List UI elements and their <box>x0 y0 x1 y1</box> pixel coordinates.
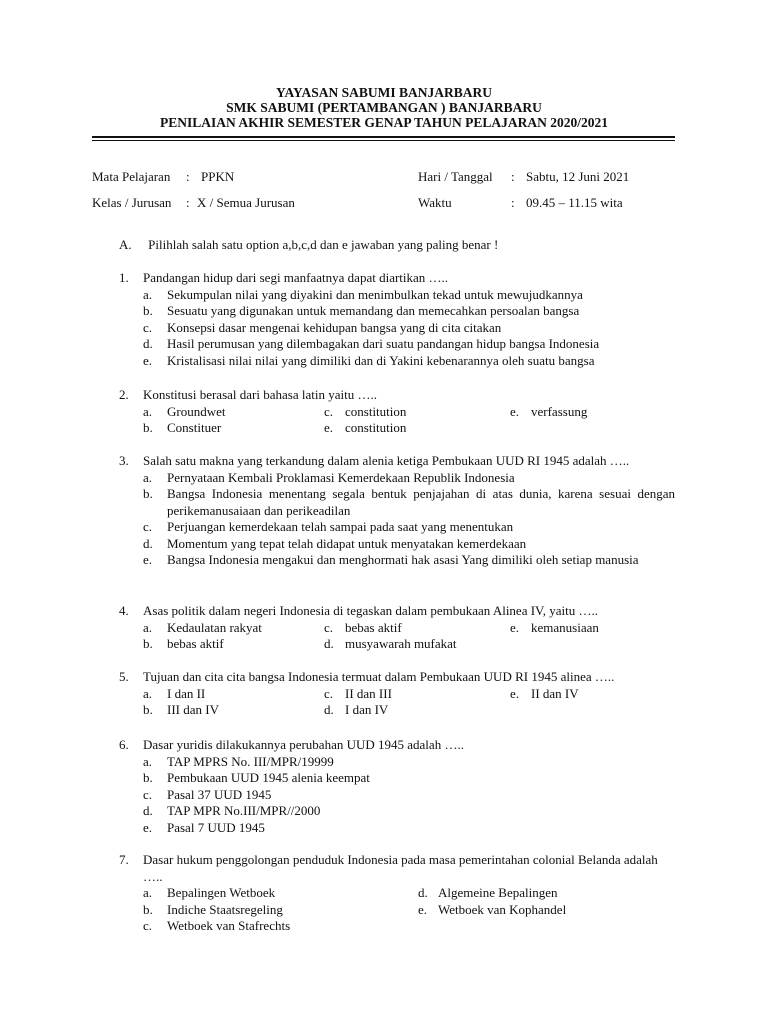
option-b: b. III dan IV <box>143 702 219 717</box>
option-b: b. bebas aktif <box>143 636 224 651</box>
question-text: Konstitusi berasal dari bahasa latin yaitu ….. <box>143 387 377 402</box>
option-e: e. Wetboek van Kophandel <box>418 901 567 917</box>
question-number: 5. <box>119 669 129 684</box>
option-e: e. kemanusiaan <box>510 619 599 635</box>
option-b: b. Constituer <box>143 420 222 435</box>
time-label: Waktu <box>418 195 452 210</box>
question-7 <box>119 852 675 935</box>
class-value: X / Semua Jurusan <box>197 195 295 210</box>
option-e: e. Pasal 7 UUD 1945 <box>143 819 265 835</box>
section-text: Pilihlah salah satu option a,b,c,d dan e jawaban yang paling benar ! <box>148 237 499 252</box>
option-b: b. Sesuatu yang digunakan untuk memandang dan memecahkan persoalan bangsa <box>143 303 580 318</box>
option-d: d. I dan IV <box>324 702 389 717</box>
option-c: c. Pasal 37 UUD 1945 <box>143 786 272 802</box>
option-d: d. Momentum yang tepat telah didapat untuk menyatakan kemerdekaan <box>143 535 527 551</box>
option-d: d. TAP MPR No.III/MPR//2000 <box>143 803 321 818</box>
class-label: Kelas / Jurusan <box>92 195 172 210</box>
question-number: 1. <box>119 270 129 285</box>
option-e: e. Bangsa Indonesia mengakui dan menghormati hak asasi Yang dimiliki oleh setiap manusia <box>143 552 639 567</box>
option-b: b. Bangsa Indonesia menentang segala bentuk penjajahan di atas dunia, karena sesuai dengan perikemanusaiaan dan perikeadilan <box>143 486 675 518</box>
header-school: SMK SABUMI (PERTAMBANGAN ) BANJARBARU <box>226 100 542 115</box>
question-text: Dasar yuridis dilakukannya perubahan UUD 1945 adalah ….. <box>143 737 464 752</box>
option-c: c. Perjuangan kemerdekaan telah sampai pada saat yang menentukan <box>143 519 514 534</box>
question-text: Tujuan dan cita cita bangsa Indonesia termuat dalam Pembukaan UUD RI 1945 alinea ….. <box>143 669 615 684</box>
option-b: b. Indiche Staatsregeling <box>143 901 283 917</box>
option-a: a. Pernyataan Kembali Proklamasi Kemerdekaan Republik Indonesia <box>143 469 515 485</box>
option-e: e. verfassung <box>510 403 588 419</box>
question-2 <box>119 387 675 437</box>
subject-value: PPKN <box>201 169 235 184</box>
date-label: Hari / Tanggal <box>418 169 493 184</box>
option-a: a. Sekumpulan nilai yang diyakini dan menimbulkan tekad untuk mewujudkannya <box>143 286 583 302</box>
question-number: 4. <box>119 603 129 618</box>
question-text: Salah satu makna yang terkandung dalam alenia ketiga Pembukaan UUD RI 1945 adalah ….. <box>143 453 630 468</box>
option-c: c. II dan III <box>324 685 392 701</box>
section-instruction <box>119 237 498 253</box>
question-3 <box>119 453 675 569</box>
subject-separator: : <box>186 169 190 184</box>
header-divider <box>92 136 675 138</box>
option-e: e. II dan IV <box>510 685 579 701</box>
question-text: Asas politik dalam negeri Indonesia di tegaskan dalam pembukaan Alinea IV, yaitu ….. <box>143 603 599 618</box>
option-c: c. bebas aktif <box>324 619 402 635</box>
question-number: 7. <box>119 852 129 867</box>
date-value: Sabtu, 12 Juni 2021 <box>526 169 630 184</box>
option-e: e. Kristalisasi nilai nilai yang dimiliki dan di Yakini kebenarannya oleh suatu bangsa <box>143 352 595 368</box>
option-a: a. TAP MPRS No. III/MPR/19999 <box>143 753 334 769</box>
option-d: d. Hasil perumusan yang dilembagakan dari suatu pandangan hidup bangsa Indonesia <box>143 336 600 351</box>
option-c: c. Wetboek van Stafrechts <box>143 918 291 933</box>
option-a: a. Bepalingen Wetboek <box>143 885 276 900</box>
subject-label: Mata Pelajaran <box>92 169 171 184</box>
question-text: Pandangan hidup dari segi manfaatnya dapat diartikan ….. <box>143 270 449 285</box>
question-number: 3. <box>119 453 129 468</box>
time-separator: : <box>511 195 515 210</box>
question-6 <box>119 737 675 836</box>
date-separator: : <box>511 169 515 184</box>
option-a: a. I dan II <box>143 685 206 701</box>
question-number: 6. <box>119 737 129 752</box>
option-c: c. Konsepsi dasar mengenai kehidupan bangsa yang di cita citakan <box>143 319 502 335</box>
option-a: a. Kedaulatan rakyat <box>143 619 262 635</box>
option-a: a. Groundwet <box>143 403 226 419</box>
question-1 <box>119 270 675 369</box>
question-number: 2. <box>119 387 129 402</box>
option-d: d. Algemeine Bepalingen <box>418 885 558 900</box>
header-divider-thin <box>92 140 675 141</box>
time-value: 09.45 – 11.15 wita <box>526 195 623 210</box>
option-b: b. Pembukaan UUD 1945 alenia keempat <box>143 770 370 785</box>
section-letter: A. <box>119 237 132 252</box>
question-5 <box>119 669 675 719</box>
header-exam-title: PENILAIAN AKHIR SEMESTER GENAP TAHUN PELAJARAN 2020/2021 <box>159 115 609 130</box>
question-4 <box>119 603 675 653</box>
option-e-second: e. constitution <box>324 420 407 435</box>
document-header <box>0 85 768 130</box>
question-text: Dasar hukum penggolongan penduduk Indonesia pada masa pemerintahan colonial Belanda adalah ….. <box>143 852 658 884</box>
option-c: c. constitution <box>324 403 407 419</box>
class-separator: : <box>186 195 190 210</box>
option-d: d. musyawarah mufakat <box>324 636 457 651</box>
header-foundation: YAYASAN SABUMI BANJARBARU <box>275 85 493 100</box>
